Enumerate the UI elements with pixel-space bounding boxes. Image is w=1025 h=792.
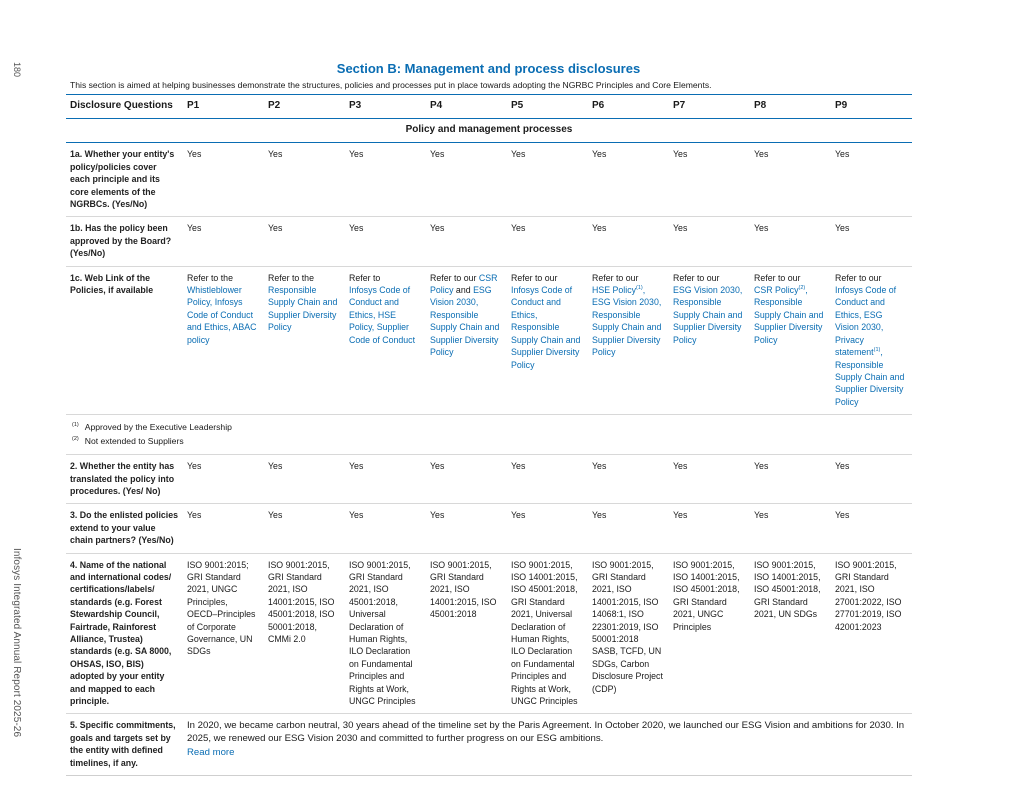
commitments-cell <box>183 714 912 776</box>
table-row-1b <box>66 217 912 266</box>
table-row-1c <box>66 266 912 414</box>
header-p9: P9 <box>831 95 912 119</box>
section-b-content <box>66 60 911 776</box>
group-row <box>66 119 912 143</box>
policy-link-p9[interactable]: , Responsible Supply Chain and Supplier Diversity Policy <box>835 347 905 407</box>
header-p5: P5 <box>507 95 588 119</box>
cell-3-p4: Yes <box>426 504 507 553</box>
question-5: 5. Specific commitments, goals and targets set by the entity with defined timelines, if any. <box>66 714 183 776</box>
cell-1b-p3: Yes <box>345 217 426 266</box>
cell-1c-p5 <box>507 266 588 414</box>
cell-1b-p8: Yes <box>750 217 831 266</box>
group-title: Policy and management processes <box>66 119 912 143</box>
refer-prefix: Refer to our <box>835 272 882 283</box>
cell-1a-p3: Yes <box>345 143 426 217</box>
question-1a: 1a. Whether your entity's policy/policies cover each principle and its core elements of the NGRBCs. (Yes/No) <box>66 143 183 217</box>
cell-1a-p8: Yes <box>750 143 831 217</box>
read-more-link[interactable]: Read more <box>187 747 235 759</box>
refer-prefix: Refer to our <box>430 272 477 283</box>
cell-3-p5: Yes <box>507 504 588 553</box>
cell-1b-p5: Yes <box>507 217 588 266</box>
cell-4-p2: ISO 9001:2015, GRI Standard 2021, ISO 14001:2015, ISO 45001:2018, ISO 50001:2018, CMMi 2.0 <box>264 553 345 714</box>
cell-2-p3: Yes <box>345 455 426 504</box>
cell-4-p4: ISO 9001:2015, GRI Standard 2021, ISO 14001:2015, ISO 45001:2018 <box>426 553 507 714</box>
policy-link-p4[interactable]: ESG Vision 2030, Responsible Supply Chain and Supplier Diversity Policy <box>430 285 500 358</box>
cell-4-p1: ISO 9001:2015; GRI Standard 2021, UNGC Principles, OECD–Principles of Corporate Governance, UN SDGs <box>183 553 264 714</box>
footnote-1 <box>72 420 908 434</box>
cell-1b-p6: Yes <box>588 217 669 266</box>
cell-1a-p1: Yes <box>183 143 264 217</box>
header-p3: P3 <box>345 95 426 119</box>
section-intro: This section is aimed at helping businesses demonstrate the structures, policies and processes put in place towards adopting the NGRBC Principles and Core Elements. <box>70 80 712 90</box>
footnote-text: Not extended to Suppliers <box>84 436 184 447</box>
cell-3-p9: Yes <box>831 504 912 553</box>
header-p8: P8 <box>750 95 831 119</box>
header-p6: P6 <box>588 95 669 119</box>
cell-3-p6: Yes <box>588 504 669 553</box>
commitments-text: In 2020, we became carbon neutral, 30 years ahead of the timeline set by the Paris Agreement. In October 2020, we launched our ESG Vision and ambitions for 2030. In 2025, we renewed our ESG Vision 2030 and committed to further progress on our ESG ambitions. <box>187 720 905 745</box>
cell-4-p7: ISO 9001:2015, ISO 14001:2015, ISO 45001:2018, GRI Standard 2021, UNGC Principles <box>669 553 750 714</box>
footnote-2 <box>72 434 908 448</box>
table-row-2 <box>66 455 912 504</box>
policy-link-p2[interactable]: Responsible Supply Chain and Supplier Diversity Policy <box>268 285 338 333</box>
cell-1a-p6: Yes <box>588 143 669 217</box>
cell-1b-p4: Yes <box>426 217 507 266</box>
policy-link-p5[interactable]: Infosys Code of Conduct and Ethics, Responsible Supply Chain and Supplier Diversity Policy <box>511 285 581 370</box>
question-2: 2. Whether the entity has translated the policy into procedures. (Yes/ No) <box>66 455 183 504</box>
cell-1a-p4: Yes <box>426 143 507 217</box>
page-number: 180 <box>12 62 22 78</box>
table-header-row <box>66 95 912 119</box>
section-title: Section B: Management and process disclosures <box>336 61 641 76</box>
header-p7: P7 <box>669 95 750 119</box>
cell-2-p7: Yes <box>669 455 750 504</box>
privacy-link-p9[interactable]: Infosys Code of Conduct and Ethics, ESG Vision 2030, Privacy statement <box>835 285 897 358</box>
cell-1b-p7: Yes <box>669 217 750 266</box>
cell-1c-p4 <box>426 266 507 414</box>
question-3: 3. Do the enlisted policies extend to your value chain partners? (Yes/No) <box>66 504 183 553</box>
cell-1b-p1: Yes <box>183 217 264 266</box>
cell-2-p9: Yes <box>831 455 912 504</box>
cell-1c-p6 <box>588 266 669 414</box>
cell-3-p3: Yes <box>345 504 426 553</box>
cell-2-p2: Yes <box>264 455 345 504</box>
refer-prefix: Refer to our <box>673 272 720 283</box>
csr-policy-link-p8[interactable]: CSR Policy <box>754 285 799 296</box>
cell-3-p1: Yes <box>183 504 264 553</box>
cell-2-p8: Yes <box>750 455 831 504</box>
cell-3-p8: Yes <box>750 504 831 553</box>
policy-link-p7[interactable]: ESG Vision 2030, Responsible Supply Chain and Supplier Diversity Policy <box>673 285 743 345</box>
hse-policy-link-p6[interactable]: HSE Policy <box>592 285 636 296</box>
cell-4-p6: ISO 9001:2015, GRI Standard 2021, ISO 14001:2015, ISO 14068:1, ISO 22301:2019, ISO 50001:2018 SASB, TCFD, UN SDGs, Carbon Disclosure Project (CDP) <box>588 553 669 714</box>
cell-2-p5: Yes <box>507 455 588 504</box>
link-joiner: and <box>455 285 471 296</box>
disclosure-table <box>66 94 912 776</box>
header-p1: P1 <box>183 95 264 119</box>
table-row-5 <box>66 714 912 776</box>
cell-1a-p2: Yes <box>264 143 345 217</box>
cell-2-p1: Yes <box>183 455 264 504</box>
cell-1c-p7 <box>669 266 750 414</box>
cell-3-p7: Yes <box>669 504 750 553</box>
question-4: 4. Name of the national and international codes/ certifications/labels/ standards (e.g. Forest Stewardship Council, Fairtrade, Rainforest Alliance, Trustea) standards (e.g. SA 8000, OHSAS, ISO, BIS) adopted by your entity and mapped to each principle. <box>66 553 183 714</box>
cell-3-p2: Yes <box>264 504 345 553</box>
refer-prefix: Refer to the <box>268 272 314 283</box>
footnote-text: Approved by the Executive Leadership <box>84 422 232 433</box>
header-disclosure-questions: Disclosure Questions <box>66 95 183 119</box>
footnote-marker: (1) <box>873 347 881 354</box>
cell-1c-p1 <box>183 266 264 414</box>
csr-policy-link-p4[interactable]: CSR Policy <box>430 272 498 296</box>
footnote-marker: (2) <box>798 285 806 292</box>
table-row-1a <box>66 143 912 217</box>
table-row-4 <box>66 553 912 714</box>
cell-4-p8: ISO 9001:2015, ISO 14001:2015, ISO 45001:2018, GRI Standard 2021, UN SDGs <box>750 553 831 714</box>
refer-prefix: Refer to the <box>187 272 233 283</box>
cell-4-p9: ISO 9001:2015, GRI Standard 2021, ISO 27001:2022, ISO 27701:2019, ISO 42001:2023 <box>831 553 912 714</box>
policy-link-p1[interactable]: Whistleblower Policy, Infosys Code of Conduct and Ethics, ABAC policy <box>187 285 257 345</box>
cell-1c-p2 <box>264 266 345 414</box>
header-p4: P4 <box>426 95 507 119</box>
cell-1a-p9: Yes <box>831 143 912 217</box>
cell-1c-p8 <box>750 266 831 414</box>
table-row-3 <box>66 504 912 553</box>
question-1c: 1c. Web Link of the Policies, if available <box>66 266 183 414</box>
footnotes-row <box>66 415 912 455</box>
cell-1a-p5: Yes <box>507 143 588 217</box>
cell-1b-p2: Yes <box>264 217 345 266</box>
footnote-mark: (2) <box>72 436 79 443</box>
cell-4-p3: ISO 9001:2015, GRI Standard 2021, ISO 45001:2018, Universal Declaration of Human Rights, ILO Declaration on Fundamental Principles and Rights at Work, UNGC Principles <box>345 553 426 714</box>
cell-1a-p7: Yes <box>669 143 750 217</box>
header-p2: P2 <box>264 95 345 119</box>
refer-prefix: Refer to <box>349 272 381 283</box>
footnote-marker: (1) <box>636 285 643 292</box>
cell-1c-p9 <box>831 266 912 414</box>
refer-prefix: Refer to our <box>754 272 801 283</box>
policy-link-p6[interactable]: , ESG Vision 2030, Responsible Supply Chain and Supplier Diversity Policy <box>592 285 662 358</box>
refer-prefix: Refer to our <box>511 272 558 283</box>
policy-link-p8[interactable]: , Responsible Supply Chain and Supplier Diversity Policy <box>754 285 824 345</box>
cell-1c-p3 <box>345 266 426 414</box>
cell-1b-p9: Yes <box>831 217 912 266</box>
policy-link-p3[interactable]: Infosys Code of Conduct and Ethics, HSE Policy, Supplier Code of Conduct <box>349 285 416 345</box>
footnote-mark: (1) <box>72 422 79 429</box>
cell-4-p5: ISO 9001:2015, ISO 14001:2015, ISO 45001:2018, GRI Standard 2021, Universal Declaration of Human Rights, ILO Declaration on Fundamental Principles and Rights at Work, UNGC Principles <box>507 553 588 714</box>
cell-2-p6: Yes <box>588 455 669 504</box>
report-side-title: Infosys Integrated Annual Report 2025-26 <box>11 548 22 738</box>
question-1b: 1b. Has the policy been approved by the Board? (Yes/No) <box>66 217 183 266</box>
cell-2-p4: Yes <box>426 455 507 504</box>
footnotes <box>66 415 912 455</box>
refer-prefix: Refer to our <box>592 272 639 283</box>
